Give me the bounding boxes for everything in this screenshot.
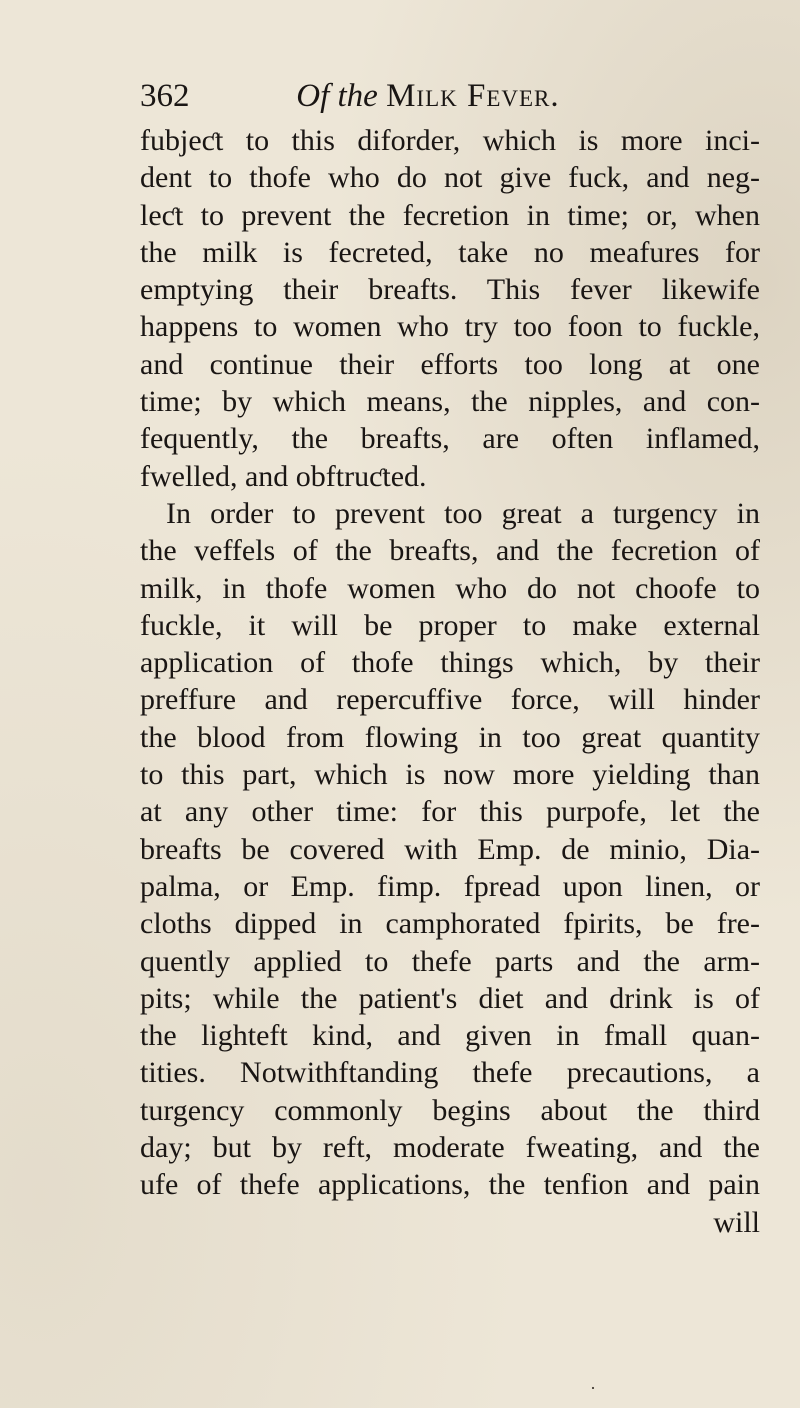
text-line: emptying their breafts. This fever likewife: [140, 273, 760, 307]
text-line: palma, or Emp. fimp. fpread upon linen, or: [140, 869, 760, 903]
text-line: the veffels of the breafts, and the fecretion of: [140, 534, 760, 568]
text-line: time; by which means, the nipples, and con-: [140, 385, 760, 419]
text-line: application of thofe things which, by their: [140, 646, 760, 680]
text-line: happens to women who try too foon to fuckle,: [140, 310, 760, 344]
text-line: ufe of thefe applications, the tenfion and pain: [140, 1168, 760, 1202]
text-line: fequently, the breafts, are often inflamed,: [140, 422, 760, 456]
text-line: preffure and repercuffive force, will hinder: [140, 683, 760, 717]
text-line: fuckle, it will be proper to make external: [140, 608, 760, 642]
text-line: milk, in thofe women who do not choofe to: [140, 571, 760, 605]
text-line: to this part, which is now more yielding than: [140, 758, 760, 792]
text-line: the blood from flowing in too great quantity: [140, 720, 760, 754]
text-line: pits; while the patient's diet and drink is of: [140, 981, 760, 1015]
ink-speck: ·: [590, 1378, 596, 1398]
text-line: turgency commonly begins about the third: [140, 1093, 760, 1127]
text-line: fubjeƈt to this diforder, which is more inci-: [140, 124, 760, 157]
text-line: In order to prevent too great a turgency in: [166, 496, 760, 530]
text-line: leƈt to prevent the fecretion in time; or, when: [140, 198, 760, 232]
body-text: [140, 122, 760, 1241]
text-line: cloths dipped in camphorated fpirits, be fre-: [140, 907, 760, 941]
page-header: [140, 78, 660, 114]
running-head-italic: Of the: [296, 78, 378, 114]
text-line: fwelled, and obftruƈted.: [140, 459, 427, 493]
running-head-caps: Milk Fever.: [386, 78, 560, 114]
text-line: day; but by reft, moderate fweating, and the: [140, 1131, 760, 1165]
catchword: will: [713, 1205, 760, 1239]
text-line: at any other time: for this purpofe, let the: [140, 795, 760, 829]
page-number: 362: [140, 78, 190, 114]
text-line: the lighteft kind, and given in fmall quan-: [140, 1019, 760, 1053]
text-line: tities. Notwithftanding thefe precautions, a: [140, 1056, 760, 1090]
text-line: breafts be covered with Emp. de minio, Dia-: [140, 832, 760, 866]
running-head: [296, 78, 559, 114]
text-line: the milk is fecreted, take no meafures for: [140, 235, 760, 269]
text-line: quently applied to thefe parts and the arm-: [140, 944, 760, 978]
text-line: dent to thofe who do not give fuck, and neg-: [140, 161, 760, 195]
text-line: and continue their efforts too long at one: [140, 347, 760, 381]
